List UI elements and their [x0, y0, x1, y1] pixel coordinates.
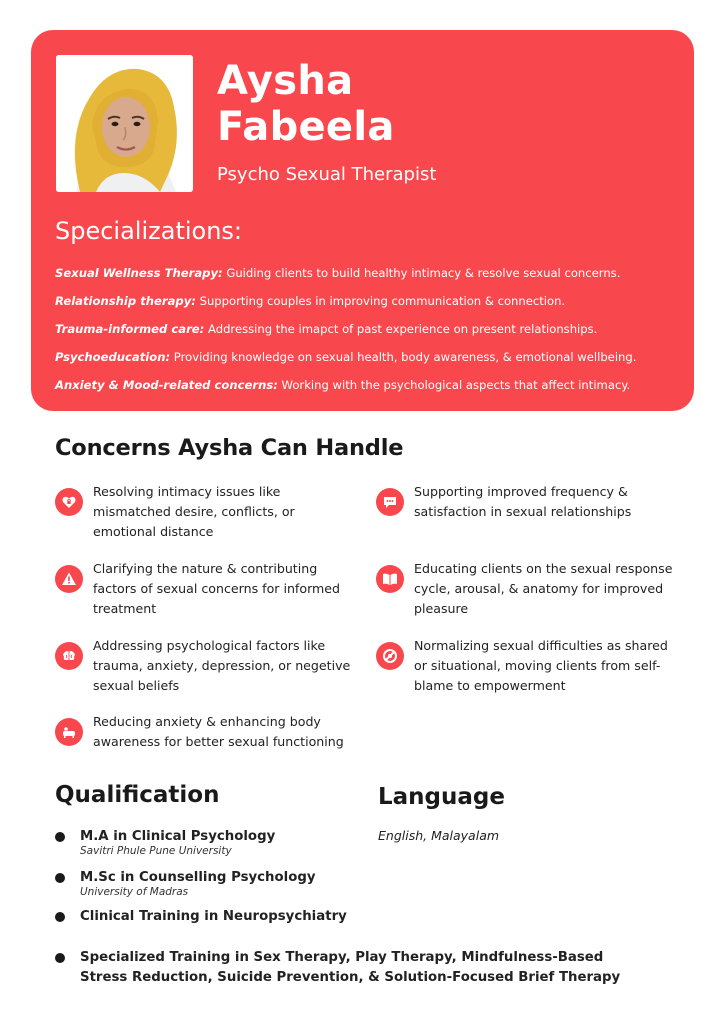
bullet-icon [55, 832, 65, 842]
open-book-icon [376, 565, 404, 593]
concern-text: Addressing psychological factors like trauma, anxiety, depression, or negetive sexual beliefs [93, 638, 351, 693]
qualification-institution: University of Madras [80, 886, 189, 898]
relax-icon [55, 718, 83, 746]
concern-text: Supporting improved frequency & satisfaction in sexual relationships [414, 484, 632, 519]
concern-text: Educating clients on the sexual response cycle, arousal, & anatomy for improved pleasure [414, 561, 673, 616]
heart-lock-icon [55, 488, 83, 516]
last-name: Fabeela [217, 104, 395, 150]
qualification-heading: Qualification [55, 782, 220, 808]
portrait-image [56, 55, 193, 192]
specializations-list [55, 259, 685, 399]
concern-text: Reducing anxiety & enhancing body awareness for better sexual functioning [93, 714, 344, 749]
profile-header-card [31, 30, 694, 411]
bullet-icon [55, 912, 65, 922]
specialization-item: Sexual Wellness Therapy: Guiding clients to build healthy intimacy & resolve sexual concerns. [55, 266, 621, 280]
profile-title: Psycho Sexual Therapist [217, 164, 437, 185]
language-value: English, Malayalam [378, 828, 500, 843]
specialization-item: Psychoeducation: Providing knowledge on sexual health, body awareness, & emotional wellbeing. [55, 350, 637, 364]
specializations-heading: Specializations: [55, 217, 243, 245]
qualification-title: Specialized Training in Sex Therapy, Play Therapy, Mindfulness-Based Stress Reduction, Suicide Prevention, & Solution-Focused Brief Therapy [80, 950, 621, 985]
brain-icon [55, 642, 83, 670]
chat-bubble-icon [376, 488, 404, 516]
qualification-title: M.A in Clinical Psychology [80, 829, 276, 844]
first-name: Aysha [217, 58, 354, 104]
specialization-item: Relationship therapy: Supporting couples in improving communication & connection. [55, 294, 566, 308]
profile-photo [56, 55, 193, 192]
specialization-item: Trauma-informed care: Addressing the imapct of past experience on present relationships. [55, 322, 598, 336]
qualification-title: M.Sc in Counselling Psychology [80, 870, 316, 885]
concerns-heading: Concerns Aysha Can Handle [55, 435, 404, 461]
qualification-title: Clinical Training in Neuropsychiatry [80, 909, 347, 924]
qualification-institution: Savitri Phule Pune University [80, 845, 232, 857]
language-heading: Language [378, 784, 505, 810]
bullet-icon [55, 953, 65, 963]
bullet-icon [55, 873, 65, 883]
profile-name [217, 58, 395, 150]
concern-text: Clarifying the nature & contributing factors of sexual concerns for informed treatment [93, 561, 341, 616]
warning-icon [55, 565, 83, 593]
concern-text: Resolving intimacy issues like mismatched desire, conflicts, or emotional distance [93, 484, 295, 539]
specialization-item: Anxiety & Mood-related concerns: Working with the psychological aspects that affect intimacy. [55, 378, 631, 392]
no-blame-icon [376, 642, 404, 670]
concern-text: Normalizing sexual difficulties as shared or situational, moving clients from self-blame to empowerment [414, 638, 668, 693]
